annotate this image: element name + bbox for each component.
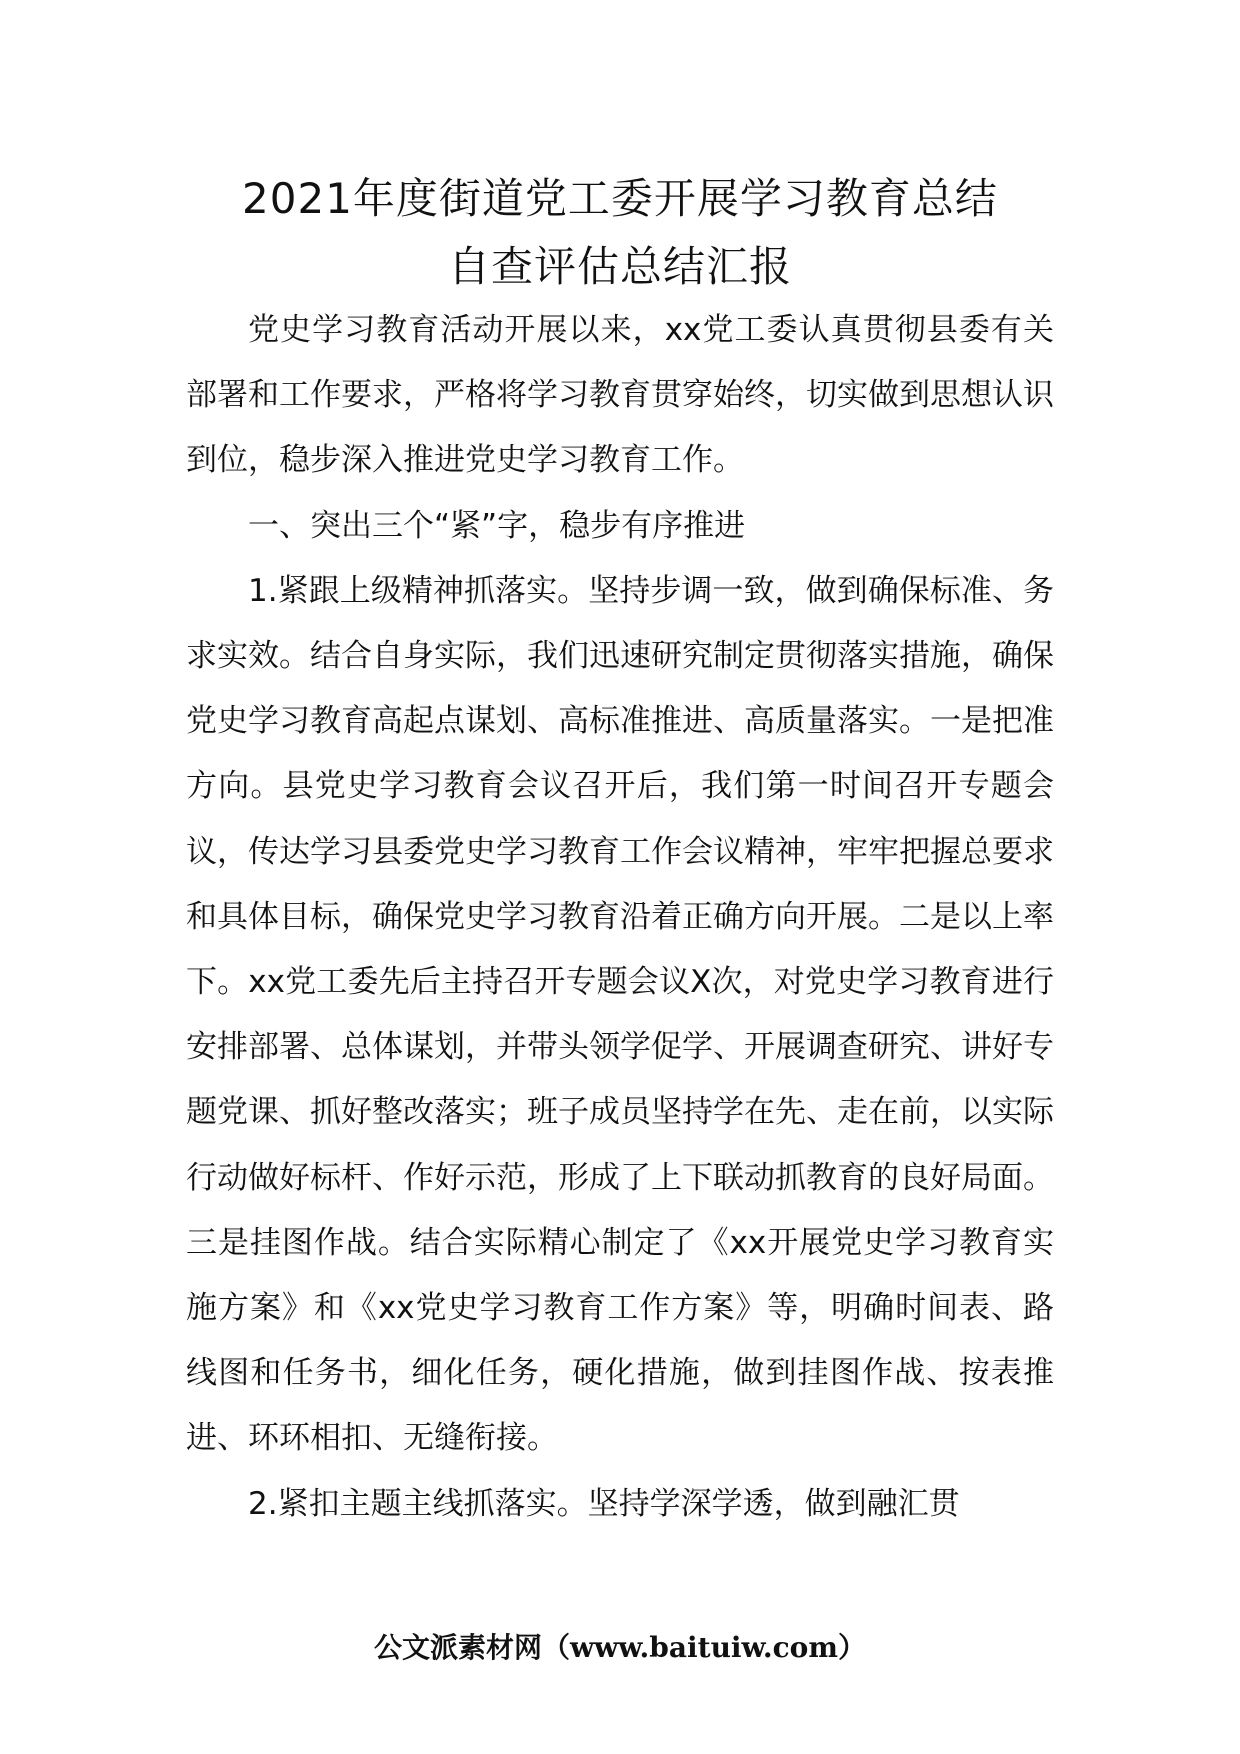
document-title-line-1: 2021年度街道党工委开展学习教育总结 (242, 174, 998, 223)
paragraph-item-1: 1.紧跟上级精神抓落实。坚持步调一致，做到确保标准、务求实效。结合自身实际，我们迅速研究制定贯彻落实措施，确保党史学习教育高起点谋划、高标准推进、高质量落实。一是把准方向。县党史学习教育会议召开后，我们第一时间召开专题会议，传达学习县委党史学习教育工作会议精神，牢牢把握总要求和具体目标，确保党史学习教育沿着正确方向开展。二是以上率下。xx党工委先后主持召开专题会议X次，对党史学习教育进行安排部署、总体谋划，并带头领学促学、开展调查研究、讲好专题党课、抓好整改落实；班子成员坚持学在先、走在前，以实际行动做好标杆、作好示范，形成了上下联动抓教育的良好局面。三是挂图作战。结合实际精心制定了《xx开展党史学习教育实施方案》和《xx党史学习教育工作方案》等，明确时间表、路线图和任务书，细化任务，硬化措施，做到挂图作战、按表推进、环环相扣、无缝衔接。 (186, 572, 1054, 1457)
document-title-line-2: 自查评估总结汇报 (447, 242, 792, 291)
watermark-footer: 公文派素材网（www.baituiw.com） (374, 1631, 866, 1664)
paragraph-item-2: 2.紧扣主题主线抓落实。坚持学深学透，做到融汇贯 (248, 1485, 960, 1522)
paragraph-intro: 党史学习教育活动开展以来，xx党工委认真贯彻县委有关部署和工作要求，严格将学习教育贯穿始终，切实做到思想认识到位，稳步深入推进党史学习教育工作。 (186, 312, 1054, 479)
document-body (186, 298, 1054, 1537)
section-heading: 一、突出三个“紧”字，稳步有序推进 (248, 507, 746, 544)
